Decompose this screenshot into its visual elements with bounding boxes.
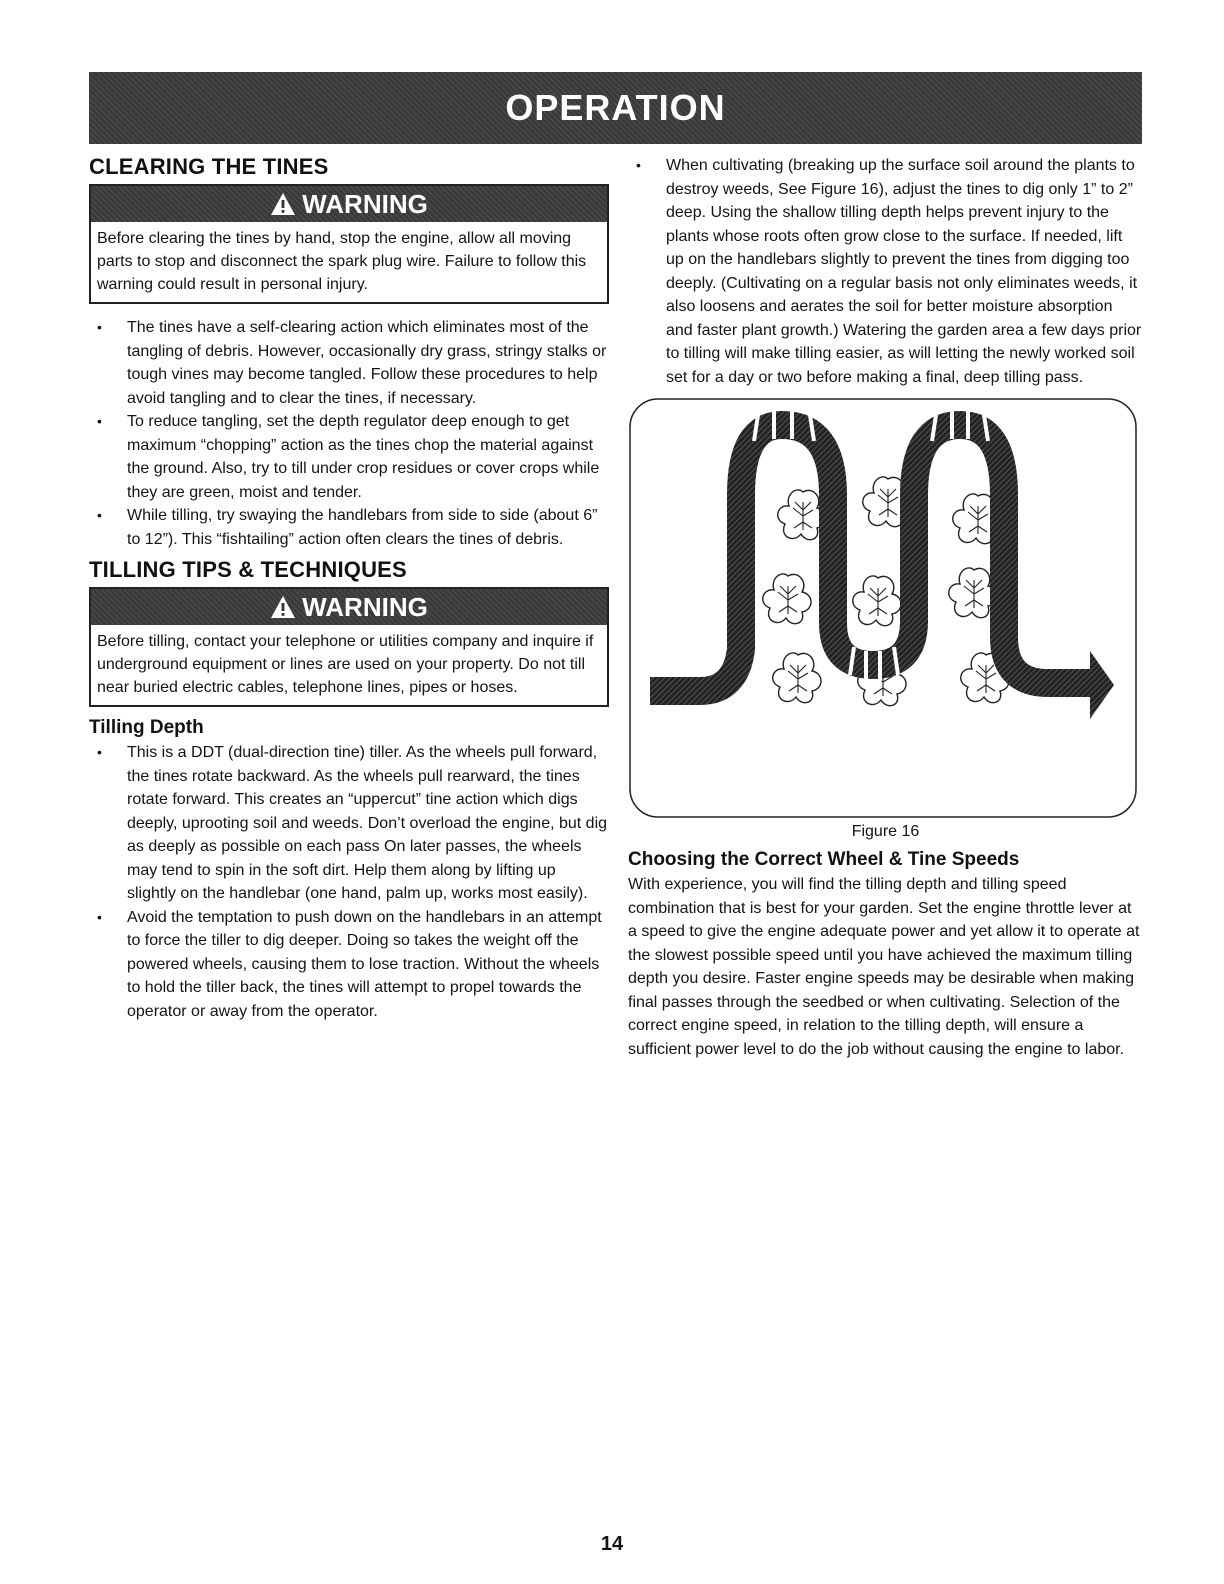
list-item: • Avoid the temptation to push down on the handlebars in an attempt to force the tiller to dig deeper. Doing so takes the weight off the powered wheels, causing them to lose traction. Without the wheels to hold the tiller back, the tines will attempt to propel towards the operator or away from the operator. (89, 906, 609, 1024)
section-banner (89, 72, 1142, 144)
speeds-paragraph: With experience, you will find the tilling depth and tilling speed combination that is best for your garden. Set the engine throttle lever at a speed to give the engine adequate power and yet allow it to operate at the slowest possible speed until you have achieved the maximum tilling depth you desire. Faster engine speeds may be desirable when making final passes through the seedbed or when cultivating. Selection of the correct engine speed, in relation to the tilling depth, will ensure a sufficient power level to do the job without causing the engine to labor. (628, 876, 1140, 1058)
tilling-depth-heading: Tilling Depth (89, 717, 204, 738)
clearing-warning-label: WARNING (302, 188, 428, 219)
list-item: • This is a DDT (dual-direction tine) tiller. As the wheels pull forward, the tines rotate backward. As the wheels pull rearward, the tines rotate forward. This creates an “uppercut” tine action which digs deeply, uprooting soil and weeds. Don’t overload the engine, but dig as deeply as possible on each pass On later passes, the wheels may tend to spin in the soft dirt. Help them along by lifting up slightly on the handlebar (one hand, palm up, works most easily). (89, 741, 609, 906)
cultivating-path-illustration (628, 397, 1138, 819)
plant-icon (778, 490, 826, 540)
list-item: • When cultivating (breaking up the surface soil around the plants to destroy weeds, See Figure 16), adjust the tines to dig only 1” to 2” deep. Using the shallow tilling depth helps prevent injury to the plants whose roots often grow close to the surface. If needed, lift up on the handlebars slightly to prevent the tines from digging too deeply. (Cultivating on a regular basis not only eliminates weeds, it also loosens and aerates the soil for better moisture absorption and faster plant growth.) Watering the garden area a few days prior to tilling will make tilling easier, as will letting the newly worked soil set for a day or two before making a final, deep tilling pass. (628, 154, 1143, 389)
page-number: 14 (600, 1533, 624, 1555)
banner-title: OPERATION (505, 87, 726, 128)
warning-triangle-icon (270, 192, 296, 216)
plant-icon (853, 576, 901, 626)
plant-icon (773, 653, 821, 703)
warning-triangle-icon (270, 595, 296, 619)
figure-16 (628, 397, 1138, 819)
tilling-heading: TILLING TIPS & TECHNIQUES (89, 557, 407, 582)
speeds-heading: Choosing the Correct Wheel & Tine Speeds (628, 849, 1020, 870)
arrow-head-icon (1090, 651, 1114, 719)
plant-icon (763, 574, 811, 624)
clearing-bullet-list (89, 316, 609, 551)
tilling-warning-text: Before tilling, contact your telephone or utilities company and inquire if underground equipment or lines are used on your property. Do not till near buried electric cables, telephone lines, pipes or hoses. (97, 633, 594, 696)
left-column (89, 154, 609, 1023)
tilling-warning-header (91, 589, 607, 625)
list-item: • While tilling, try swaying the handlebars from side to side (about 6” to 12”). This “fishtailing” action often clears the tines of debris. (89, 504, 609, 551)
cultivating-bullet-list (628, 154, 1143, 389)
clearing-heading: CLEARING THE TINES (89, 154, 329, 179)
tilling-warning-box (89, 587, 609, 707)
figure-caption: Figure 16 (851, 823, 920, 840)
list-item: • The tines have a self-clearing action which eliminates most of the tangling of debris. However, occasionally dry grass, stringy stalks or tough vines may become tangled. Follow these procedures to help avoid tangling and to clear the tines, if necessary. (89, 316, 609, 410)
clearing-warning-box (89, 184, 609, 304)
tilling-depth-bullet-list (89, 741, 609, 1023)
clearing-warning-text: Before clearing the tines by hand, stop the engine, allow all moving parts to stop and disconnect the spark plug wire. Failure to follow this warning could result in personal injury. (97, 230, 587, 293)
clearing-warning-header (91, 186, 607, 222)
list-item: • To reduce tangling, set the depth regulator deep enough to get maximum “chopping” action as the tines chop the material against the ground. Also, try to till under crop residues or cover crops while they are green, moist and tender. (89, 410, 609, 504)
right-column (628, 154, 1143, 1061)
figure-frame (630, 399, 1136, 817)
plant-icon (949, 568, 997, 618)
tilling-warning-label: WARNING (302, 591, 428, 622)
tilling-path-arrow (650, 425, 1090, 691)
